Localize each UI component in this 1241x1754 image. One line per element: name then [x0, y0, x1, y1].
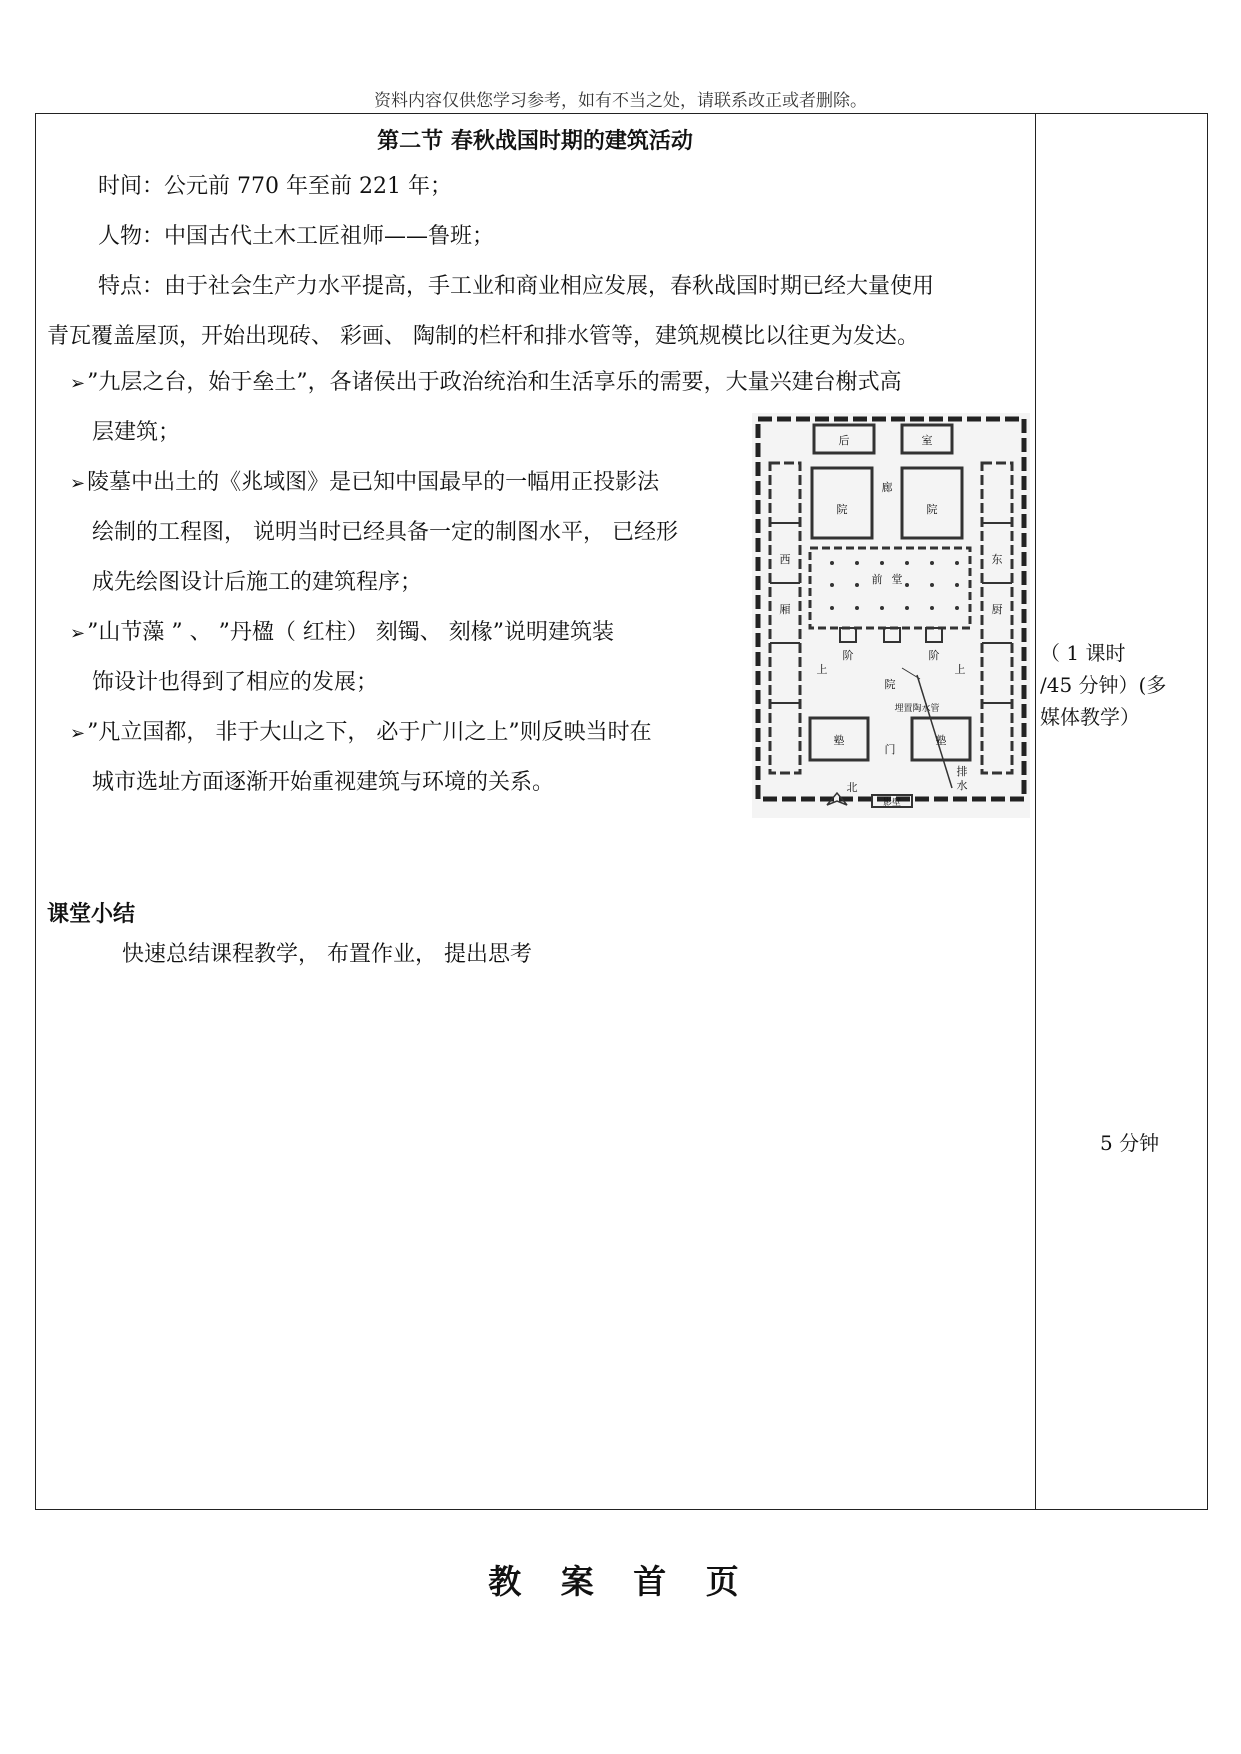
- bullet-item: ➢”山节藻 ” 、 ”丹楹（ 红柱） 刻镯、 刻椽”说明建筑装: [70, 620, 615, 645]
- plan-label: 北: [846, 781, 858, 794]
- plan-label: 前: [871, 573, 883, 586]
- duration-line-3: 媒体教学）: [1040, 705, 1140, 729]
- plan-label: 堂: [891, 573, 903, 586]
- plan-label: 厢: [779, 603, 791, 616]
- plan-label: 塾: [833, 734, 845, 747]
- arrow-bullet-icon: ➢: [70, 473, 86, 494]
- summary-text: 快速总结课程教学， 布置作业， 提出思考: [122, 942, 532, 967]
- arrow-bullet-icon: ➢: [70, 373, 86, 394]
- plan-label: 阶: [842, 649, 854, 662]
- bullet-continuation: 层建筑；: [92, 420, 181, 445]
- feature-line-1: 特点：由于社会生产力水平提高，手工业和商业相应发展，春秋战国时期已经大量使用: [98, 274, 935, 299]
- bullet-item: ➢”凡立国都， 非于大山之下， 必于广川之上”则反映当时在: [70, 720, 652, 745]
- plan-label: 厨: [991, 603, 1003, 616]
- bullet-continuation: 绘制的工程图， 说明当时已经具备一定的制图水平， 已经形: [92, 520, 678, 545]
- plan-label: 西: [779, 553, 791, 566]
- plan-label: 水: [956, 779, 968, 792]
- person-line: 人物：中国古代土木工匠祖师——鲁班；: [98, 224, 495, 249]
- arrow-bullet-icon: ➢: [70, 623, 86, 644]
- plan-label: 院: [836, 503, 848, 516]
- column-divider: [1035, 113, 1036, 1510]
- plan-label: 排: [956, 765, 968, 778]
- plan-label: 上: [816, 663, 828, 676]
- plan-label: 院: [926, 503, 938, 516]
- summary-title: 课堂小结: [47, 901, 136, 927]
- plan-label: 塾: [935, 734, 947, 747]
- bullet-item: ➢”九层之台，始于垒土”，各诸侯出于政治统治和生活享乐的需要，大量兴建台榭式高: [70, 370, 902, 395]
- plan-label: 室: [921, 434, 933, 447]
- duration-line-1: （ 1 课时: [1040, 641, 1126, 665]
- header-note: 资料内容仅供您学习参考，如有不当之处，请联系改正或者删除。: [374, 91, 867, 111]
- plan-label: 影壁: [882, 798, 902, 808]
- plan-label: 东: [991, 553, 1003, 566]
- section-title: 第二节 春秋战国时期的建筑活动: [377, 128, 693, 154]
- plan-label: 上: [954, 663, 966, 676]
- plan-label: 门: [884, 743, 896, 756]
- feature-line-2: 青瓦覆盖屋顶，开始出现砖、 彩画、 陶制的栏杆和排水管等，建筑规模比以往更为发达。: [47, 324, 919, 349]
- bullet-continuation: 饰设计也得到了相应的发展；: [92, 670, 379, 695]
- summary-duration: 5 分钟: [1100, 1131, 1160, 1155]
- plan-label: 院: [884, 678, 896, 691]
- arrow-bullet-icon: ➢: [70, 723, 86, 744]
- bullet-continuation: 城市选址方面逐渐开始重视建筑与环境的关系。: [92, 770, 555, 795]
- plan-label: 后: [838, 434, 850, 447]
- page-heading: 教 案 首 页: [488, 1562, 753, 1601]
- plan-label: 埋置陶水管: [894, 704, 940, 714]
- plan-label: 廊: [881, 481, 893, 494]
- bullet-item: ➢陵墓中出土的《兆域图》是已知中国最早的一幅用正投影法: [70, 470, 660, 495]
- palace-floor-plan-figure: [752, 413, 1030, 818]
- bullet-continuation: 成先绘图设计后施工的建筑程序；: [92, 570, 423, 595]
- duration-line-2: /45 分钟）(多: [1040, 673, 1167, 697]
- plan-label: 阶: [928, 649, 940, 662]
- time-line: 时间：公元前 770 年至前 221 年；: [98, 174, 452, 199]
